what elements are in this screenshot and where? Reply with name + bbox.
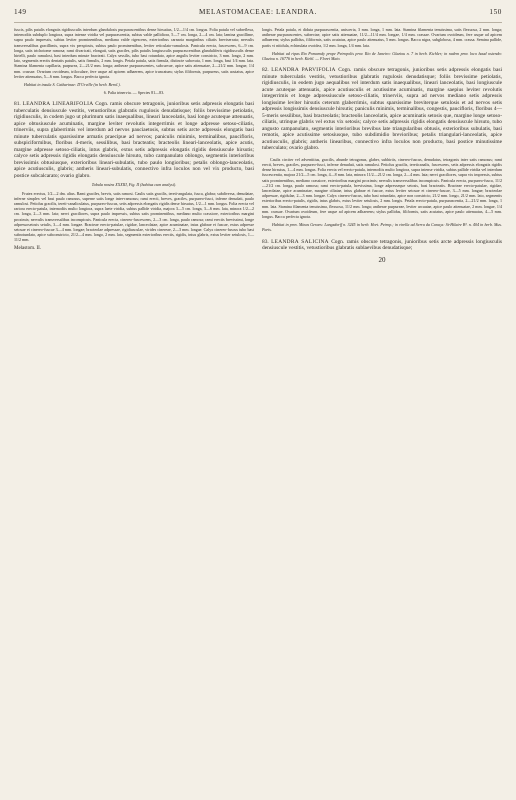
species-82-author: Cogn.	[338, 67, 352, 74]
species-83-number: 83.	[262, 238, 269, 245]
page-number-right: 150	[489, 8, 502, 16]
left-description-continued: fuscis, pilis patulis elongatis rigidiusculis interdum glandulosis purpurascentibus dense hirsutius, 1/2—1/4 cm. longus. Folia patula vel subreflexa, internodiis subduplo longiora, supra intense viridia vel purpurascentia, subtus valde pallidiora, 5—7 cm. longa, 2—4 cm. lata; lamina gracillime, supra paulo impressis, subtus leviter prominentibus, mediana valde rigescens, exterioribus carnaria marginibus ciliatis breviserrata; nervulis transversalibus gracillimis, supra vix perspicuis, subtus paulo prominentibus, leviter reticulato-ramulosis. Panicula erecta, fuscescens, 6—9 cm. longa, satis trichotome ramosa; rami divaricati, elongati, satis graciles, pilis patulis longiusculis purpurascentibus glanduliferis rigidiusculis dense hirtelli, paulo ramulosi, basi interdum minute bracteati. Calyx sessilis, tubo basi rotundato, apice angulis leviter constricto, 3 mm. longo, 2 mm. lato, segmentis erectis dentatis patulis, satis firmulis, 2 mm. longis. Petala patula, satis firmula, distincte subovata, 1 mm. longa, basi 1/4 mm. lata. Stamina filamenta capillaria, purpurea, 2—21/2 mm. longa; antherae purpurascentes, subcurvae, apice satis attenuatae, 2—21/2 mm. longae, 1/4 mm. crassae. Ovarium ovoideum, triloculare, fere usque ad apicem adhaerens, apice truncatum; stylus filiformis, purpureus, satis acutatus, apice leviter attenuatus, 5—6 mm. longus. Bacca perfecta ignota.	[14, 27, 254, 79]
species-81-description: Frutex erectus, 1/2—2 dm. altus. Rami graciles, brevis, satis ramosi. Caulis satis gracilis, tereti-angulata, fusca, glabra; subdiversa, denudatae, inferne simplex vel basi paulo ramosus, superne satis longe inter-ramosus; rami erecti, breves, graciles, purpureo-fusci, inferne denudati, paulo ramulosi. Petiolus gracilis, tereti-canaliculatus, purpureo-fuscus, setis adpressis elongatis rigidis dense hirsutus, 1/2—1 mm. longus. Folia erecta vel rariora erecto-patula, internodiis multo longiora, supra laete viridia, subtus pallide viridia, majora 3—5 cm. longa, 3—6 mm. lata, minora 1/2—2 cm. longa, 2—3 mm. lata; nervi graciliores, supra paulo impressis, subtus satis prominentibus, mediano multo crassiore, exterioribus margini proximis; nervulis transversalibus inconspicuis. Panicula erecta, cinereo-fuscescens, 2—3 cm. longa, paulo ramosa; rami erectis brevissimi, longe adpressosetosis setulis, 3—4 mm. longae. Bracteae erecto-patulae, rigidae, lanceolatae, apice acuminatae, intus glabrae et fuscae, extus adpresse setosae et cinereo-fuscae 3—4 mm. longae; bracteolae adpressae, rigidiusculae, virides cinereae, 2—3 mm. longae. Calyx cinereo-fuscus tubo basi subrotundato, apice subconstricto, 21/2—4 mm. longo, 2 mm. lato, segmentis exterioribus erectis, rigidis, intus glabris, extus leviter setulosis, 1—11/2 mm.	[14, 190, 254, 243]
signature-mark: Melastom. II.	[14, 245, 42, 251]
right-habitat-81: Habitat ad ripas Rio Pomarody prope Petropolis prov. Rio de Janeiro: Glaziou n. 7 in herb. Kichler; in radem prov. loco haud ostendo: Glaziou n. 16776 in herb. Kiehl. — Floret Maio.	[262, 50, 502, 62]
left-habitat: Habitat in insula S. Catharinae: D'Urville (in herb. Berol.).	[24, 82, 121, 88]
species-81-number: 81.	[14, 101, 21, 108]
right-habitat-82: Habitat in prov. Minas Geraes: Langsdorff n. 3245 in herb. Hort. Petrop.; in virella ad Serra da Caraça: St-Hilaire B¹. n. 404 in herb. Mus. Paris.	[262, 222, 502, 233]
right-description-continued: longis. Petala patula, et diduta purpurascentia, unisceria, 3 mm. longa, 1 mm. lata. Stamina filamenta tenuissima, satis flexuosa, 2 mm. longa; antherae purpurascentes, subrectae, apice satis attenuatae, 11/2—11/4 mm. longae, 1/4 mm. crassae. Ovarium ovoideum, fere usque ad apicem adhaerens; stylus pallidus, filiformis, satis acutatus, apice paulo attenuatus, 5 mm. longus. Bacca nigra, subglobosa, 4 mm. crassa. Semina pallide, partis vi nitidula, echinulata ovoidea, 1/2 mm. longa, 1/4 mm. lata.	[262, 27, 502, 48]
running-title: MELASTOMACEAE: LEANDRA.	[199, 8, 317, 16]
running-header	[14, 8, 502, 23]
species-82-description: Caulis circiter vel adventitius, gracilis, abunde tetragonus, glaber, subhirtis, cinereo-fuscus, denudatus, tetragonis inter satis ramosus; rami erecti, breves, graciles, purpureo-fusci, inferne denudati, satis ramulosi. Petiolus gracilis, tereticanalis, fuscescens, setis adpressis elongatis rigidis dense hirsutus, 1—4 mm. longus. Folia erecta vel erecto-patula, internodiis multo longiora, supra intense viridia, subtus pallide viridia vel interdum fuscescentia, majora 21/2—5 cm. longa, 4—8 mm. lata, minora 11/2—21/2 cm. longa, 2—4 mm. lata; nervi graciliores, supra vix impressis, subtus satis prominentibus, mediano crassiore, exterioribus margini proximis; nervulis transversalibus inconspicuis. Panicula erecta, purpureo-fusca, 11/2—21/2 cm. longa, paulo ramosa; rami erecto-patula, brevissima, longe adpresseque setosis, basi bracteatis. Bracteae erecto-patulae, rigidae, lanceolatae, apice acuminatae, margine ciliatae, intus glabrae et fuscae, extus leviter setosae et cinereo-fuscae, 3—5 mm. longae; bracteolae adpressae, rigidulae, 2—3 mm. longae. Calyx cinereo-fuscus, tubo basi rotundato, apice non constricto, 21/2 mm. longo, 21/2 mm. lato, segmentis exterioribus erecto-patulis, rigidis, intus glabris, extus leviter setulosis, 2 mm. longis. Petala erecto-patula, purpurascentia, 2—21/2 mm. longa, 1 mm. lata. Stamina filamenta tenuissima, flexuosa, 11/2 mm. longa; antherae purpureae, leviter arcuatae, apice paulo attenuatae, 2 mm. longae, 1/4 mm. crassae. Ovarium ovoideum, fere usque ad apicem adhaerens; stylus pallidus, filiformis, satis acutatus, apice paulo attenuatus, 4—5 mm. longus. Bacca perfecta ignota.	[262, 156, 502, 219]
species-82-number: 82.	[262, 67, 269, 74]
species-82-diagnosis: ramis obscure tetragonis, junioribus setis adpressis elongatis basi minute tuberculatis vestitis, vetustioribus glabratis rugulosis denudatisque; foliis brevissime petiolatis, rigidiusculis, in eodem jugo aequalibus vel interdum satis inaequalibus, lineari lanceolatis, basi longiuscule acute acuteque attenuatis, apice acutiusculis et acutissime acuminatis, margine saepius leviter revolutis integerrimis et longe adpressiuscule setoso-ciliatis, trinerviis, supra ad nervos mediano setis adpressis longissime leviter hirsutis ceterum glaberrimis, subtus sparsissime breviterque setulosis et ad nervos setis adpressis longissimis densiuscule hirsutis; paniculis minimis, terminalibus, congestis, paucifloris, floribus 4—5-meris sessilibus, basi bracteolatis; bracteolis lanceolatis, apice acuminatis setosis que, margine longe setoso-ciliatis, utrinque glabris vel extus vix setosis; calyce setis adpressis rigidis elongatis densiuscule hirsuto, tubo angusto campanulato, segmentis interioribus brevibus late triangularibus obtusis, exterioribus subulatis, basi remotis, apice acutissime setosiusque, tubo subdimidio brevioribus; petalis triangulari-lanceolatis, apice acutiusculis, glabris; antheris linearibus, connectivo infra loculos non producto, basi postice minutissime tuberculato; ovario glabro.	[262, 67, 502, 152]
left-column	[14, 27, 254, 264]
species-83-author: Cogn.	[331, 238, 345, 245]
section-note: 6. Palia trinervia. — Species 81—83.	[103, 90, 165, 96]
species-83-name: LEANDRA SALICINA	[271, 238, 329, 245]
species-81-diagnosis: ramis obscure tetragonis, junioribus setis adpressis elongatis basi tuberculatis densiuscule vestitis, vetustioribus glabratis rugulosis denudatisque; foliis brevissime petiolatis, rigidiusculis, in codem jugo ut plurimum satis inaequalibus, lineari lanceolatis, basi longe acuteque attenuatis, apice obtusiuscule acuminatis, margine leviter revolutis integerrimis et longe adpresse setoso-ciliatis, trinerviis, supra glaberrimis vel interdum ad nervos pauciaetosis, subtus setis arcte adpressis elongatis basi minute tuberculatis sparsissime armatis praecipue ad nervos; paniculis minimis, terminalibus, paucifloris, subspiciformibus, floribus 4-meris, sessilibus, basi bracteatis; bracteolis lineari-lanceolatis, apice acutis, margine adpresse setoso-ciliatis, intus glabris, extus setis adpressis elongatis rigidis densiuscule hirsutis; calyce setis adpressis rigidis elongatis densiuscule hirsuto, tubo campanulato oblongo, segmentis interioribus brevissimis obtusiusque, exterioribus lineari-subulatis, tubo paulo longioribus; petalis oblongo-lanceolatis, apice acutiusculis, glabris; antheris lineari-subulatis, connectivo infra loculos non vel vix producto, basi postice subcalcarato; ovario glabro.	[14, 101, 254, 179]
species-82-name: LEANDRA PARVIFOLIA	[271, 67, 336, 74]
species-81-author: Cogn.	[95, 101, 109, 108]
species-81-heading	[14, 101, 254, 179]
page-number-left: 149	[14, 8, 27, 16]
species-83-diagnosis: ramis obscure tetragonis, junioribus setis arcte adpressis longiusculis densiuscule vestitis, vetustioribus glabratis sublaevibus denudatisque;	[262, 238, 502, 252]
folio-number: 20	[378, 255, 386, 264]
signature-line	[14, 246, 254, 251]
right-column	[262, 27, 502, 264]
species-83-heading	[262, 239, 502, 252]
two-column-body	[14, 27, 502, 264]
species-82-heading	[262, 67, 502, 152]
species-81-name: LEANDRA LINEARIFOLIA	[22, 101, 94, 108]
plate-reference: Tabula nostra XXXIII, Fig. II (habitus cum analysi).	[91, 182, 177, 188]
